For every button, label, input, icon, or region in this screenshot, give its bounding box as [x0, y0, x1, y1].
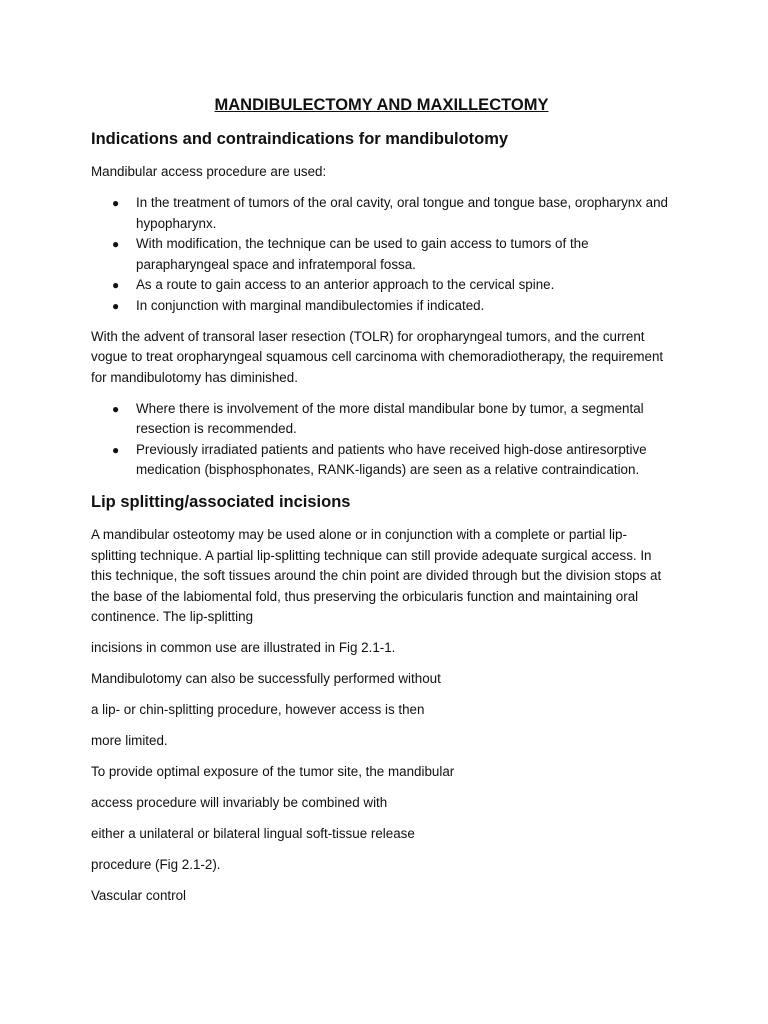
- section-heading-indications: Indications and contraindications for mandibulotomy: [91, 130, 509, 148]
- body-paragraph: incisions in common use are illustrated in Fig 2.1-1.: [91, 640, 396, 655]
- list-item-text: Previously irradiated patients and patients who have received high-dose antiresorptive medication (bisphosphonates, RANK-ligands) are seen as a relative contraindication.: [136, 441, 647, 477]
- body-paragraph: To provide optimal exposure of the tumor site, the mandibular: [91, 764, 455, 779]
- document-title: MANDIBULECTOMY AND MAXILLECTOMY: [214, 96, 549, 114]
- body-paragraph: either a unilateral or bilateral lingual soft-tissue release: [91, 826, 415, 841]
- list-item-text: As a route to gain access to an anterior approach to the cervical spine.: [136, 277, 555, 292]
- contraindications-list: [91, 399, 672, 481]
- body-paragraph: Vascular control: [91, 888, 187, 903]
- bullet-icon: ●: [112, 237, 120, 251]
- list-item: [112, 296, 672, 317]
- list-item: [112, 234, 672, 275]
- list-item-text: In conjunction with marginal mandibulectomies if indicated.: [136, 297, 485, 313]
- body-paragraph: access procedure will invariably be combined with: [91, 795, 388, 810]
- tolr-paragraph: With the advent of transoral laser resection (TOLR) for oropharyngeal tumors, and the current vogue to treat oropharyngeal squamous cell carcinoma with chemoradiotherapy, the requirement for mandibulotomy has diminished.: [91, 328, 664, 385]
- bullet-icon: ●: [112, 442, 120, 457]
- list-item: [112, 193, 672, 234]
- list-item-text: With modification, the technique can be used to gain access to tumors of the parapharyngeal space and infratemporal fossa.: [136, 236, 589, 272]
- body-paragraph: Mandibulotomy can also be successfully performed without: [91, 671, 441, 686]
- body-paragraph: a lip- or chin-splitting procedure, however access is then: [91, 702, 425, 717]
- body-paragraph: procedure (Fig 2.1-2).: [91, 857, 221, 872]
- list-item: [112, 399, 672, 440]
- bullet-icon: ●: [112, 298, 120, 313]
- list-item-text: In the treatment of tumors of the oral cavity, oral tongue and tongue base, oropharynx and hypopharynx.: [136, 195, 668, 231]
- bullet-icon: ●: [112, 196, 120, 210]
- uses-list: [91, 193, 672, 316]
- list-item-text: Where there is involvement of the more distal mandibular bone by tumor, a segmental resection is recommended.: [136, 400, 644, 436]
- intro-paragraph: Mandibular access procedure are used:: [91, 164, 327, 179]
- list-item: [112, 440, 672, 481]
- bullet-icon: ●: [112, 401, 120, 416]
- list-item: [112, 275, 672, 296]
- body-paragraph: more limited.: [91, 733, 168, 748]
- body-paragraph: A mandibular osteotomy may be used alone or in conjunction with a complete or partial lip-splitting technique. A partial lip-splitting technique can still provide adequate surgical access. In this technique, the soft tissues around the chin point are divided through but the division stops at the base of the labiomental fold, thus preserving the orbicularis function and maintaining oral continence. The lip-splitting: [91, 527, 662, 624]
- section-heading-lip-splitting: Lip splitting/associated incisions: [91, 493, 351, 511]
- bullet-icon: ●: [112, 278, 120, 292]
